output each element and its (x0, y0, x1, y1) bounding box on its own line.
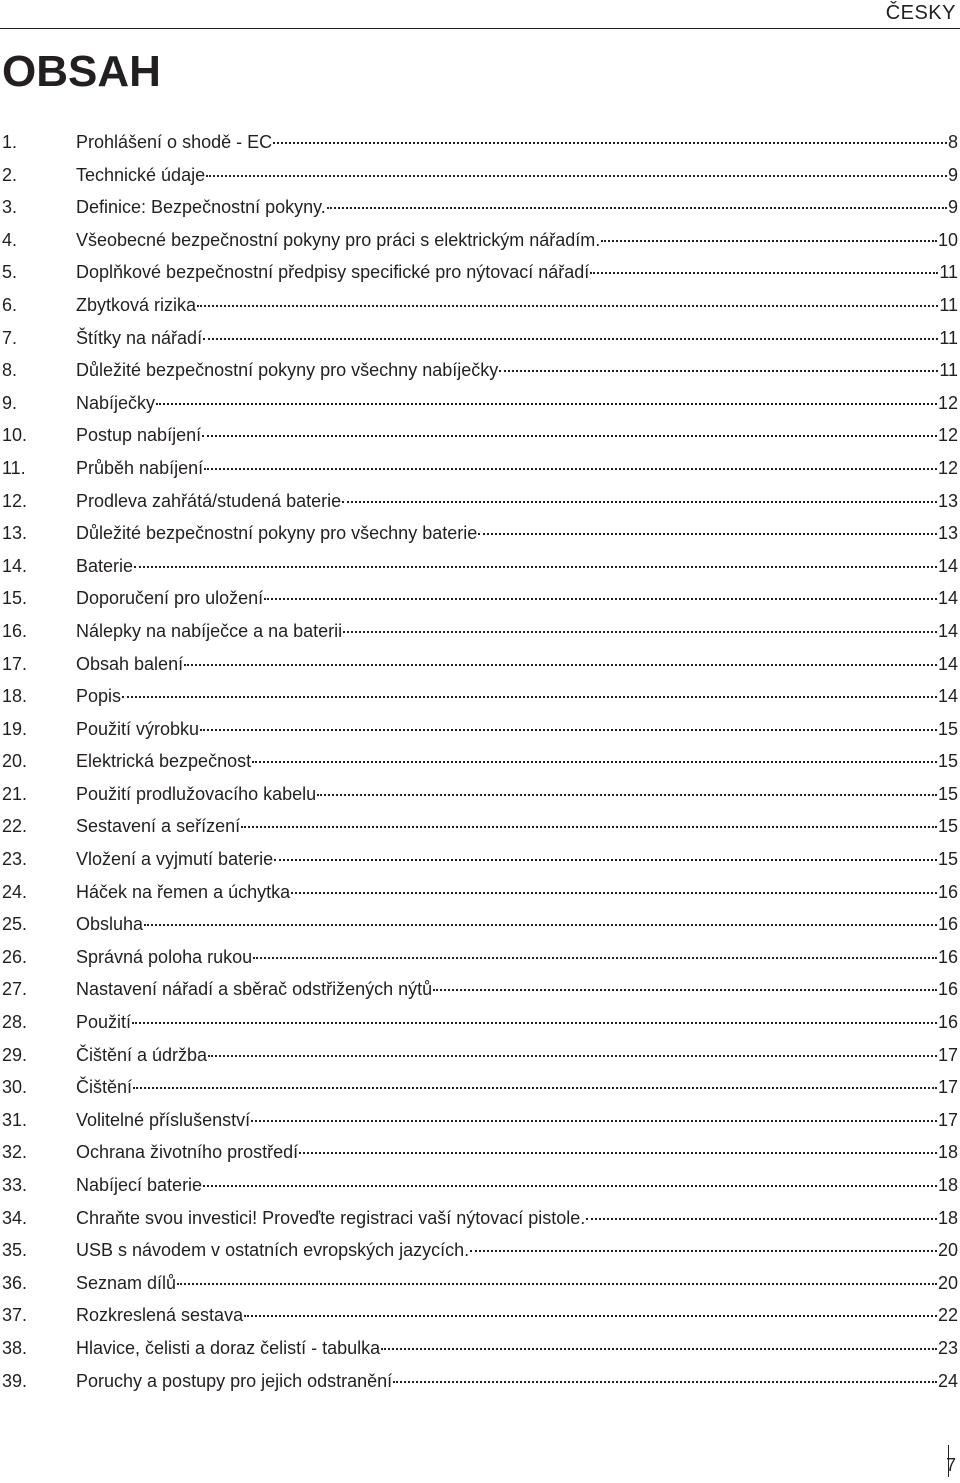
toc-entry[interactable] (0, 550, 958, 583)
toc-entry-page: 10 (937, 229, 958, 250)
toc-entry[interactable] (0, 224, 958, 257)
toc-entry-number: 30. (2, 1077, 28, 1098)
toc-entry-number: 20. (2, 751, 28, 772)
toc-entry[interactable] (0, 973, 958, 1006)
toc-entry-number: 26. (2, 946, 28, 967)
toc-entry-page: 12 (937, 457, 958, 478)
toc-entry-number: 38. (2, 1337, 28, 1358)
toc-dot-leader (122, 696, 937, 698)
toc-dot-leader (470, 1250, 937, 1252)
toc-dot-leader (204, 468, 937, 470)
toc-entry[interactable] (0, 1365, 958, 1398)
toc-entry[interactable] (0, 1006, 958, 1039)
toc-entry-page: 16 (937, 946, 958, 967)
toc-entry-page: 17 (937, 1109, 958, 1130)
header-divider (0, 28, 960, 29)
toc-entry-title: Všeobecné bezpečnostní pokyny pro práci s elektrickým nářadím. (76, 229, 601, 250)
toc-entry[interactable] (0, 941, 958, 974)
toc-entry-title: Háček na řemen a úchytka (76, 881, 291, 902)
toc-entry-number: 33. (2, 1175, 28, 1195)
toc-entry-number: 12. (2, 490, 28, 511)
toc-entry-number: 8. (2, 360, 18, 381)
toc-entry-page: 16 (937, 1012, 958, 1033)
toc-entry-number: 22. (2, 816, 28, 837)
toc-entry-number: 23. (2, 849, 28, 870)
toc-entry-page: 9 (947, 197, 958, 218)
toc-entry-title: Poruchy a postupy pro jejich odstranění (76, 1370, 393, 1391)
toc-entry-title: Doplňkové bezpečnostní předpisy specifické pro nýtovací nářadí (76, 262, 590, 283)
toc-entry-page: 11 (939, 360, 958, 381)
toc-dot-leader (342, 501, 937, 503)
toc-entry-page: 8 (947, 132, 958, 152)
toc-dot-leader (200, 729, 937, 731)
toc-dot-leader (381, 1348, 937, 1350)
toc-entry[interactable] (0, 517, 958, 550)
toc-entry-page: 17 (937, 1044, 958, 1065)
toc-dot-leader (177, 1283, 937, 1285)
toc-entry-page: 14 (937, 686, 958, 707)
toc-entry-page: 20 (937, 1240, 958, 1261)
toc-entry[interactable] (0, 1169, 958, 1202)
toc-entry-page: 15 (937, 849, 958, 870)
page-title: OBSAH (2, 47, 161, 96)
toc-entry-number: 5. (2, 262, 18, 283)
toc-entry-page: 15 (937, 718, 958, 739)
toc-dot-leader (264, 598, 937, 600)
toc-entry-title: Důležité bezpečnostní pokyny pro všechny nabíječky (76, 360, 499, 381)
page-number: 7 (945, 1455, 956, 1475)
toc-entry[interactable] (0, 648, 958, 681)
toc-entry-page: 24 (937, 1370, 958, 1391)
toc-entry-number: 7. (2, 327, 18, 348)
toc-entry[interactable] (0, 1039, 958, 1072)
language-label: ČESKY (885, 2, 956, 24)
toc-entry-number: 14. (2, 555, 28, 576)
toc-entry[interactable] (0, 191, 958, 224)
toc-dot-leader (197, 305, 938, 307)
toc-entry-number: 27. (2, 979, 28, 1000)
toc-entry-title: Štítky na nářadí (76, 327, 203, 348)
toc-entry[interactable] (0, 876, 958, 909)
toc-entry-page: 11 (939, 294, 958, 315)
toc-entry-number: 35. (2, 1240, 28, 1261)
toc-entry[interactable] (0, 126, 958, 159)
toc-entry-number: 15. (2, 588, 28, 609)
toc-entry-page: 11 (939, 327, 958, 348)
toc-entry[interactable] (0, 387, 958, 420)
toc-dot-leader (202, 435, 937, 437)
toc-entry-number: 31. (2, 1109, 28, 1130)
toc-entry[interactable] (0, 159, 958, 192)
toc-entry-number: 25. (2, 914, 28, 935)
toc-dot-leader (317, 794, 937, 796)
toc-entry-number: 9. (2, 392, 18, 413)
toc-dot-leader (156, 403, 937, 405)
toc-entry-title: Zbytková rizika (76, 294, 197, 315)
toc-entry[interactable] (0, 1332, 958, 1365)
toc-entry[interactable] (0, 1299, 958, 1332)
toc-dot-leader (499, 370, 938, 372)
toc-dot-leader (253, 957, 937, 959)
toc-entry-title: Obsluha (76, 914, 144, 935)
toc-entry[interactable] (0, 452, 958, 485)
toc-entry-number: 10. (2, 425, 28, 446)
toc-entry-title: Správná poloha rukou (76, 946, 253, 967)
toc-entry-page: 15 (937, 783, 958, 804)
toc-dot-leader (393, 1381, 937, 1383)
toc-entry-title: Technické údaje (76, 164, 206, 185)
toc-entry-page: 18 (937, 1207, 958, 1228)
toc-entry-page: 15 (937, 816, 958, 837)
toc-entry-title: Průběh nabíjení (76, 457, 204, 478)
toc-entry-number: 37. (2, 1305, 28, 1326)
toc-entry-page: 23 (937, 1337, 958, 1358)
toc-entry-title: Použití výrobku (76, 718, 200, 739)
toc-entry-number: 21. (2, 783, 28, 804)
toc-dot-leader (274, 859, 937, 861)
toc-entry-number: 3. (2, 197, 18, 218)
toc-entry-number: 13. (2, 523, 28, 544)
toc-entry[interactable] (0, 778, 958, 811)
toc-entry[interactable] (0, 354, 958, 387)
toc-entry-number: 28. (2, 1012, 28, 1033)
toc-dot-leader (144, 924, 937, 926)
toc-dot-leader (208, 1055, 937, 1057)
toc-entry-page: 16 (937, 979, 958, 1000)
toc-dot-leader (203, 338, 938, 340)
toc-entry-title: Popis (76, 686, 122, 707)
toc-entry-number: 6. (2, 294, 18, 315)
toc-entry-number: 17. (2, 653, 28, 674)
toc-entry[interactable] (0, 256, 958, 289)
table-of-contents (0, 126, 958, 1397)
toc-dot-leader (251, 1120, 937, 1122)
toc-entry-number: 4. (2, 229, 18, 250)
toc-dot-leader (134, 566, 937, 568)
toc-entry[interactable] (0, 1136, 958, 1169)
toc-entry-title: USB s návodem v ostatních evropských jazycích. (76, 1240, 470, 1261)
toc-dot-leader (133, 1087, 937, 1089)
toc-entry-title: Čištění (76, 1077, 133, 1098)
toc-dot-leader (433, 989, 937, 991)
toc-dot-leader (586, 1218, 937, 1220)
toc-entry-title: Hlavice, čelisti a doraz čelistí - tabulka (76, 1337, 381, 1358)
toc-entry[interactable] (0, 419, 958, 452)
toc-entry-title: Prodleva zahřátá/studená baterie (76, 490, 342, 511)
toc-entry-number: 16. (2, 620, 28, 641)
toc-dot-leader (184, 664, 937, 666)
toc-entry[interactable] (0, 1104, 958, 1137)
toc-entry-page: 22 (937, 1305, 958, 1326)
toc-entry-number: 36. (2, 1272, 28, 1293)
toc-entry[interactable] (0, 680, 958, 713)
toc-entry-page: 9 (947, 164, 958, 185)
toc-entry-page: 14 (937, 588, 958, 609)
toc-entry-page: 12 (937, 392, 958, 413)
toc-entry-number: 32. (2, 1142, 28, 1163)
toc-entry-title: Čištění a údržba (76, 1044, 208, 1065)
toc-entry-title: Postup nabíjení (76, 425, 202, 446)
toc-entry-title: Chraňte svou investici! Proveďte registraci vaší nýtovací pistole. (76, 1207, 586, 1228)
toc-entry-number: 19. (2, 718, 28, 739)
toc-entry-title: Vložení a vyjmutí baterie (76, 849, 274, 870)
toc-dot-leader (291, 892, 937, 894)
toc-entry-title: Ochrana životního prostředí (76, 1142, 299, 1163)
toc-entry-title: Obsah balení (76, 653, 184, 674)
toc-entry[interactable] (0, 843, 958, 876)
toc-dot-leader (273, 142, 947, 144)
toc-entry[interactable] (0, 810, 958, 843)
toc-dot-leader (590, 272, 938, 274)
toc-entry-number: 34. (2, 1207, 28, 1228)
toc-entry-title: Elektrická bezpečnost (76, 751, 252, 772)
toc-entry-page: 18 (937, 1142, 958, 1163)
toc-entry-title: Sestavení a seřízení (76, 816, 241, 837)
toc-entry-title: Nabíjecí baterie (76, 1175, 203, 1195)
toc-entry-number: 18. (2, 686, 28, 707)
toc-entry-page: 16 (937, 881, 958, 902)
toc-entry-title: Nabíječky (76, 392, 156, 413)
toc-entry[interactable] (0, 615, 958, 648)
toc-entry-page: 13 (937, 523, 958, 544)
toc-entry[interactable] (0, 289, 958, 322)
toc-entry[interactable] (0, 713, 958, 746)
toc-entry-page: 15 (937, 751, 958, 772)
toc-entry-number: 24. (2, 881, 28, 902)
toc-entry-page: 18 (937, 1175, 958, 1195)
toc-dot-leader (244, 1315, 937, 1317)
toc-entry[interactable] (0, 322, 958, 355)
toc-entry-title: Rozkreslená sestava (76, 1305, 244, 1326)
toc-entry[interactable] (0, 1267, 958, 1300)
toc-entry[interactable] (0, 745, 958, 778)
toc-entry-title: Doporučení pro uložení (76, 588, 264, 609)
toc-entry[interactable] (0, 908, 958, 941)
toc-entry-page: 14 (937, 620, 958, 641)
toc-dot-leader (478, 533, 937, 535)
toc-entry[interactable] (0, 485, 958, 518)
toc-entry[interactable] (0, 1234, 958, 1267)
toc-entry-page: 12 (937, 425, 958, 446)
toc-entry-title: Definice: Bezpečnostní pokyny. (76, 197, 326, 218)
toc-dot-leader (132, 1022, 937, 1024)
toc-entry-title: Volitelné příslušenství (76, 1109, 251, 1130)
toc-entry-title: Baterie (76, 555, 134, 576)
toc-dot-leader (299, 1152, 937, 1154)
toc-entry-page: 14 (937, 653, 958, 674)
toc-dot-leader (327, 207, 947, 209)
toc-dot-leader (601, 240, 937, 242)
toc-dot-leader (206, 175, 947, 177)
toc-entry-number: 39. (2, 1370, 28, 1391)
toc-entry-title: Nálepky na nabíječce a na baterii (76, 620, 343, 641)
toc-entry-title: Použití prodlužovacího kabelu (76, 783, 317, 804)
toc-entry-title: Prohlášení o shodě - EC (76, 132, 273, 152)
toc-entry-title: Použití (76, 1012, 132, 1033)
toc-entry-number: 1. (2, 132, 18, 152)
toc-entry[interactable] (0, 1071, 958, 1104)
toc-entry[interactable] (0, 582, 958, 615)
toc-dot-leader (343, 631, 937, 633)
toc-entry-number: 11. (2, 457, 26, 478)
toc-dot-leader (241, 826, 937, 828)
toc-entry-page: 20 (937, 1272, 958, 1293)
toc-entry-page: 16 (937, 914, 958, 935)
toc-entry-title: Seznam dílů (76, 1272, 177, 1293)
toc-entry-title: Nastavení nářadí a sběrač odstřižených nýtů (76, 979, 433, 1000)
toc-entry-title: Důležité bezpečnostní pokyny pro všechny baterie (76, 523, 478, 544)
toc-dot-leader (203, 1185, 937, 1187)
toc-entry-page: 17 (937, 1077, 958, 1098)
toc-entry-number: 29. (2, 1044, 28, 1065)
toc-dot-leader (252, 761, 937, 763)
toc-entry-page: 14 (937, 555, 958, 576)
toc-entry-number: 2. (2, 164, 18, 185)
toc-entry-page: 13 (937, 490, 958, 511)
toc-entry-page: 11 (939, 262, 958, 283)
toc-entry[interactable] (0, 1202, 958, 1235)
